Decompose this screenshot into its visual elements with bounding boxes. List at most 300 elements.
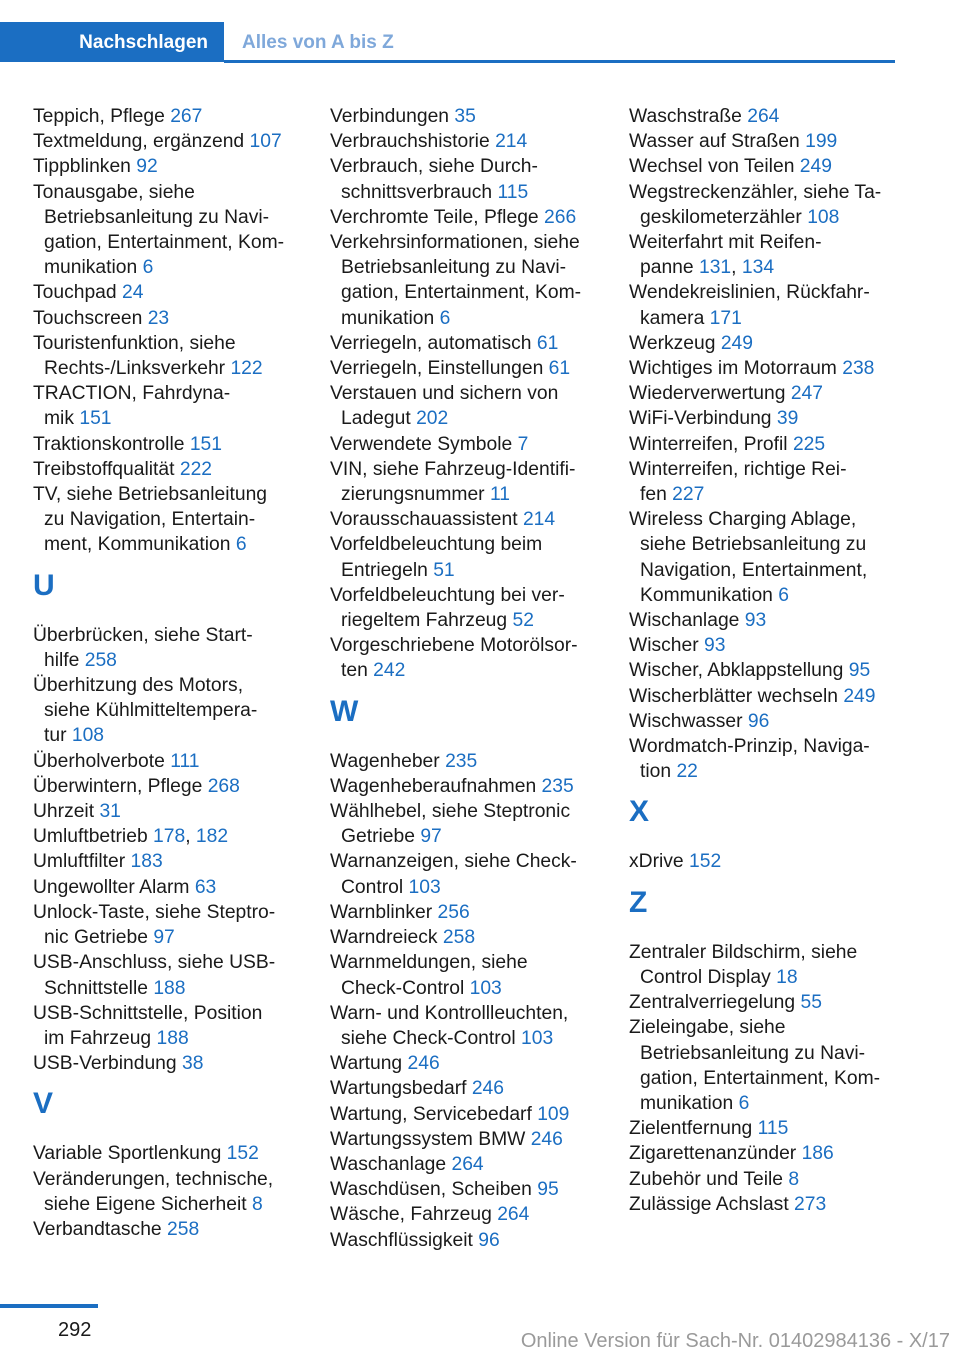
index-entry — [629, 1116, 901, 1141]
index-entry-text: siehe Kühlmitteltempera- — [44, 700, 258, 722]
index-entry — [330, 1152, 602, 1177]
page-reference-link[interactable]: 11 — [489, 484, 510, 506]
index-entry-text: Wischanlage — [629, 610, 745, 632]
index-entry-text: gation, Entertainment, Kom- — [341, 282, 582, 304]
index-entry-text: ment, Kommunikation — [44, 534, 236, 556]
index-entry-text: Zentraler Bildschirm, siehe — [629, 941, 858, 963]
page-reference-link[interactable]: 202 — [416, 408, 449, 430]
index-entry — [629, 129, 901, 154]
index-entry-text: USB-Anschluss, siehe USB- — [33, 952, 276, 974]
page-reference-link[interactable]: 238 — [842, 358, 875, 380]
index-entry — [330, 1076, 602, 1101]
index-entry — [330, 507, 602, 532]
index-entry-text: schnittsverbrauch — [341, 181, 498, 203]
index-entry-text: Wagenheber — [330, 750, 446, 772]
index-entry-text: Verbrauchshistorie — [330, 131, 496, 153]
index-entry — [33, 280, 305, 305]
page-reference-link[interactable]: 103 — [408, 876, 441, 898]
page-reference-link[interactable]: 267 — [170, 106, 203, 127]
page-reference-link[interactable]: 97 — [420, 826, 442, 848]
index-entry — [330, 925, 602, 950]
index-entry-text: riegeltem Fahrzeug — [341, 610, 513, 632]
index-entry — [629, 280, 901, 330]
index-entry-text: siehe Eigene Sicherheit — [44, 1193, 252, 1215]
page-reference-link[interactable]: 273 — [794, 1193, 827, 1215]
index-entry-text: Überbrücken, siehe Start- — [33, 624, 253, 646]
index-entry-text: Umluftfilter — [33, 851, 131, 873]
index-entry — [629, 684, 901, 709]
index-entry-text: panne — [640, 257, 699, 279]
page-reference-link[interactable]: 152 — [226, 1143, 259, 1165]
page-reference-link[interactable]: 182 — [195, 826, 229, 848]
index-entry-text: Überwintern, Pflege — [33, 775, 208, 797]
page-reference-link[interactable]: 249 — [799, 156, 832, 178]
page-reference-link[interactable]: 115 — [497, 181, 529, 203]
index-entry-text: Wiederverwertung — [629, 383, 791, 405]
index-entry-text: munikation — [341, 307, 440, 329]
index-entry-text: Vorfeldbeleuchtung bei ver- — [330, 584, 565, 606]
index-entry-text: tion — [640, 761, 677, 783]
index-entry-text: xDrive — [629, 851, 689, 873]
index-entry-text: Vorausschauassistent — [330, 509, 523, 531]
page-reference-link[interactable]: 258 — [442, 927, 476, 949]
index-entry-text: Wartungssystem BMW — [330, 1128, 531, 1150]
page-reference-link[interactable]: 6 — [142, 257, 154, 279]
index-entry — [33, 432, 305, 457]
index-entry-text: Verchromte Teile, Pflege — [330, 206, 544, 228]
index-entry-text: Warnblinker — [330, 901, 438, 923]
page-reference-link[interactable]: 108 — [807, 206, 840, 228]
index-entry-text: Betriebsanleitung zu Navi- — [640, 1042, 866, 1064]
index-entry-text: ten — [341, 660, 374, 682]
index-column-1 — [33, 104, 305, 1242]
index-entry-text: TV, siehe Betriebsanleitung — [33, 484, 268, 506]
index-entry-text: Wagenheberaufnahmen — [330, 775, 542, 797]
index-column-2 — [330, 104, 602, 1253]
index-entry-text: Waschdüsen, Scheiben — [330, 1179, 538, 1201]
page-reference-link[interactable]: 38 — [182, 1053, 204, 1075]
index-entry-text: Zubehör und Teile — [629, 1168, 789, 1190]
page-reference-link[interactable]: 111 — [170, 750, 200, 772]
page-reference-link[interactable]: 258 — [167, 1218, 200, 1240]
index-entry — [33, 1001, 305, 1051]
index-entry — [330, 205, 602, 230]
index-entry-text: Traktionskontrolle — [33, 433, 190, 455]
page-reference-link[interactable]: 61 — [536, 332, 559, 354]
page-header — [0, 22, 895, 64]
index-entry-text: Warnanzeigen, siehe Check- — [330, 851, 577, 873]
page-reference-link[interactable]: 96 — [478, 1229, 500, 1251]
index-entry-text: Verstauen und sichern von — [330, 383, 559, 405]
page-reference-link[interactable]: 7 — [517, 433, 529, 455]
page-reference-link[interactable]: 268 — [207, 775, 240, 797]
page-reference-link[interactable]: 8 — [788, 1168, 800, 1190]
page-reference-link[interactable]: 264 — [451, 1153, 484, 1175]
index-entry-text: Zulässige Achslast — [629, 1193, 795, 1215]
index-entry — [330, 1177, 602, 1202]
index-entry-text: Unlock-Taste, siehe Steptro- — [33, 901, 276, 923]
index-entry-text: Textmeldung, ergänzend — [33, 131, 250, 153]
index-entry-text: VIN, siehe Fahrzeug-Identifi- — [330, 458, 576, 480]
index-entry-text: Touchscreen — [33, 307, 148, 329]
index-entry — [330, 900, 602, 925]
index-entry-text: Wireless Charging Ablage, — [629, 509, 857, 531]
page-reference-link[interactable]: 51 — [433, 559, 455, 581]
index-entry-text: Ungewollter Alarm — [33, 876, 195, 898]
page-reference-link[interactable]: 264 — [497, 1204, 530, 1226]
index-entry-text: Schnittstelle — [44, 977, 154, 999]
index-entry-text: Vorgeschriebene Motorölsor- — [330, 635, 578, 657]
index-entry-text: Getriebe — [341, 826, 421, 848]
index-entry — [330, 457, 602, 507]
index-entry-text: Verkehrsinformationen, siehe — [330, 232, 580, 254]
index-entry-text: Zigarettenanzünder — [629, 1143, 802, 1165]
index-entry — [330, 849, 602, 899]
index-entry: Weiterfahrt mit Reifen- panne 131, 134 — [629, 232, 822, 279]
page-reference-link[interactable]: 31 — [99, 801, 121, 823]
index-entry-text: Zentralverriegelung — [629, 992, 801, 1014]
index-entry — [330, 104, 602, 129]
index-entry-text: Control — [341, 876, 409, 898]
page-reference-link[interactable]: 122 — [230, 358, 263, 380]
index-letter-heading: U — [33, 568, 55, 602]
page-reference-link[interactable]: 266 — [544, 206, 577, 228]
index-entry-text: im Fahrzeug — [44, 1027, 157, 1049]
index-entry-text: zu Navigation, Entertain- — [44, 509, 256, 531]
index-entry-text: Winterreifen, richtige Rei- — [629, 458, 847, 480]
page-reference-link[interactable]: 242 — [373, 660, 406, 682]
index-entry — [330, 356, 602, 381]
page-reference-link[interactable]: 103 — [469, 977, 502, 999]
page-reference-link[interactable]: 131 — [698, 257, 732, 279]
index-entry — [330, 532, 602, 582]
index-entry — [330, 1228, 602, 1253]
index-entry — [330, 1102, 602, 1127]
index-entry — [33, 1141, 305, 1166]
page-reference-link[interactable]: 6 — [738, 1092, 750, 1114]
index-entry — [629, 154, 901, 179]
index-entry-text: Wartung, Servicebedarf — [330, 1103, 538, 1125]
index-entry — [330, 799, 602, 849]
index-entry-text: USB-Schnittstelle, Position — [33, 1002, 263, 1024]
page-reference-link[interactable]: 95 — [848, 660, 871, 682]
index-entry — [33, 1051, 305, 1076]
page-reference-link[interactable]: 35 — [454, 106, 476, 127]
index-entry — [33, 1217, 305, 1242]
index-entry-text: Wartung — [330, 1053, 408, 1075]
index-entry-text: Wischwasser — [629, 710, 748, 732]
page-reference-link[interactable]: 256 — [437, 901, 470, 923]
index-entry — [629, 1192, 901, 1217]
footer-accent-bar — [0, 1304, 98, 1308]
page-reference-link[interactable]: 246 — [471, 1078, 504, 1100]
section-tab-alles-von-a-bis-z[interactable]: Alles von A bis Z — [242, 32, 394, 53]
index-entry — [330, 950, 602, 1000]
page-reference-link[interactable]: 249 — [720, 332, 753, 354]
index-entry — [33, 849, 305, 874]
index-entry — [33, 180, 305, 281]
index-entry — [33, 482, 305, 558]
index-entry — [330, 1001, 602, 1051]
watermark: Online Version für Sach-Nr. 01402984136 - X/17 — [520, 1330, 950, 1352]
page-reference-link[interactable]: 151 — [189, 433, 222, 455]
index-column-3 — [629, 104, 901, 1217]
index-entry-text: Rechts-/Linksverkehr — [44, 358, 231, 380]
index-entry-text: Wichtiges im Motorraum — [629, 358, 843, 380]
index-entry — [629, 990, 901, 1015]
index-entry-text: Verriegeln, Einstellungen — [330, 358, 549, 380]
page-reference-link[interactable]: 22 — [676, 761, 698, 783]
index-entry-text: gation, Entertainment, Kom- — [640, 1067, 881, 1089]
index-entry-text: Wordmatch-Prinzip, Naviga- — [629, 736, 870, 758]
index-entry — [629, 457, 901, 507]
page-reference-link[interactable]: 24 — [121, 282, 144, 304]
page-reference-link[interactable]: 52 — [512, 610, 534, 632]
index-entry-text: Winterreifen, Profil — [629, 433, 793, 455]
index-entry — [629, 1141, 901, 1166]
index-entry-text: zierungsnummer — [341, 484, 490, 506]
index-letter-heading: X — [629, 795, 650, 829]
index-entry — [33, 749, 305, 774]
page-reference-link[interactable]: 264 — [747, 106, 780, 127]
index-entry-text: Verbrauch, siehe Durch- — [330, 156, 538, 178]
index-entry-text: Kommunikation — [640, 584, 779, 606]
index-entry-text: Umluftbetrieb — [33, 826, 154, 848]
page-reference-link[interactable]: 134 — [741, 257, 775, 279]
page-reference-link[interactable]: 8 — [251, 1193, 263, 1215]
index-entry-text: Wegstreckenzähler, siehe Ta- — [629, 181, 882, 203]
index-entry-text: tur — [44, 725, 72, 747]
page-reference-link[interactable]: 214 — [495, 131, 528, 153]
page-reference-link[interactable]: 55 — [800, 992, 822, 1014]
index-entry — [33, 774, 305, 799]
page-reference-link[interactable]: 249 — [843, 685, 876, 707]
index-entry-text: USB-Verbindung — [33, 1053, 182, 1075]
index-entry-text: Warnmeldungen, siehe — [330, 952, 528, 974]
page-reference-link[interactable]: 183 — [130, 851, 163, 873]
index-entry — [330, 230, 602, 331]
index-entry-text: siehe Betriebsanleitung zu — [640, 534, 867, 556]
page-reference-link[interactable]: 95 — [537, 1179, 559, 1201]
index-entry-text: Wählhebel, siehe Steptronic — [330, 801, 571, 823]
page-reference-link[interactable]: 109 — [537, 1103, 570, 1125]
page-reference-link[interactable]: 199 — [805, 131, 838, 153]
page-reference-link[interactable]: 171 — [709, 307, 742, 329]
index-entry-text: mik — [44, 408, 80, 430]
page-reference-link[interactable]: 39 — [776, 408, 799, 430]
index-entry — [330, 633, 602, 683]
page-reference-link[interactable]: 246 — [407, 1053, 440, 1075]
index-entry-text: Verwendete Symbole — [330, 433, 518, 455]
index-entry-text: siehe Check-Control — [341, 1027, 522, 1049]
index-entry-text: Vorfeldbeleuchtung beim — [330, 534, 543, 556]
index-entry — [629, 608, 901, 633]
index-entry — [33, 129, 305, 154]
index-entry — [33, 950, 305, 1000]
index-entry-text: Wasser auf Straßen — [629, 131, 806, 153]
index-entry-text: TRACTION, Fahrdyna- — [33, 383, 231, 405]
index-entry — [629, 507, 901, 608]
section-tab-nachschlagen[interactable]: Nachschlagen — [0, 22, 224, 62]
page-reference-link[interactable]: 178 — [153, 826, 186, 848]
index-entry — [330, 774, 602, 799]
page-reference-link[interactable]: 235 — [445, 750, 478, 772]
index-entry — [330, 1202, 602, 1227]
index-entry-text: Betriebsanleitung zu Navi- — [44, 206, 270, 228]
index-entry — [629, 658, 901, 683]
index-entry-text: Wischer, Abklappstellung — [629, 660, 849, 682]
index-entry-text: Überholverbote — [33, 750, 171, 772]
page-reference-link[interactable]: 225 — [792, 433, 826, 455]
index-entry — [629, 381, 901, 406]
index-entry — [33, 331, 305, 381]
index-entry — [33, 457, 305, 482]
index-entry-text: Wendekreislinien, Rückfahr- — [629, 282, 870, 304]
index-entry-text: Wechsel von Teilen — [629, 156, 800, 178]
index-entry-text: Wartungsbedarf — [330, 1078, 472, 1100]
index-entry-text: Variable Sportlenkung — [33, 1143, 227, 1165]
index-entry-text: Weiterfahrt mit Reifen- — [629, 232, 822, 254]
index-entry-text: Warndreieck — [330, 927, 443, 949]
page-reference-link[interactable]: 227 — [672, 484, 705, 506]
page-number: 292 — [58, 1319, 92, 1341]
page-reference-link[interactable]: 103 — [521, 1027, 554, 1049]
index-entry-text: Werkzeug — [629, 332, 721, 354]
index-entry — [330, 1127, 602, 1152]
index-entry-text: Warn- und Kontrollleuchten, — [330, 1002, 569, 1024]
index-entry-text: Wischer — [629, 635, 704, 657]
index-entry-text: Betriebsanleitung zu Navi- — [341, 257, 567, 279]
page-reference-link[interactable]: 151 — [79, 408, 112, 430]
page-reference-link[interactable]: 152 — [689, 851, 722, 873]
index-entry — [33, 381, 305, 431]
index-entry — [629, 940, 901, 990]
index-entry — [629, 180, 901, 230]
index-entry-text: WiFi-Verbindung — [629, 408, 777, 430]
index-entry — [330, 432, 602, 457]
index-entry-text: Ladegut — [341, 408, 417, 430]
index-entry: Umluftbetrieb 178, 182 — [33, 826, 229, 848]
index-entry — [629, 633, 901, 658]
index-entry — [629, 432, 901, 457]
index-entry-text: Zielentfernung — [629, 1118, 758, 1140]
index-entry — [629, 406, 901, 431]
index-entry-text: Tippblinken — [33, 156, 137, 178]
page-reference-link[interactable]: 188 — [153, 977, 186, 999]
index-entry — [629, 1167, 901, 1192]
index-entry — [629, 356, 901, 381]
index-entry-text: Wäsche, Fahrzeug — [330, 1204, 498, 1226]
index-entry — [33, 154, 305, 179]
page-reference-link[interactable]: 247 — [790, 383, 823, 405]
index-entry — [33, 1167, 305, 1217]
index-entry-text: Verbandtasche — [33, 1218, 167, 1240]
index-entry — [330, 129, 602, 154]
index-entry — [629, 331, 901, 356]
page-reference-link[interactable]: 6 — [235, 534, 247, 556]
page-reference-link[interactable]: 108 — [71, 725, 105, 747]
index-entry-text: Teppich, Pflege — [33, 106, 171, 127]
page-reference-link[interactable]: 246 — [530, 1128, 563, 1150]
index-entry-text: Check-Control — [341, 977, 470, 999]
page-reference-link[interactable]: 214 — [522, 509, 556, 531]
index-entry — [330, 749, 602, 774]
index-entry-text: Touristenfunktion, siehe — [33, 332, 236, 354]
page-reference-link[interactable]: 93 — [704, 635, 726, 657]
index-entry-text: geskilometerzähler — [640, 206, 808, 228]
page-reference-link[interactable]: 6 — [439, 307, 451, 329]
index-letter-heading: V — [33, 1087, 54, 1121]
page-reference-link[interactable]: 258 — [84, 649, 117, 671]
index-entry-text: Entriegeln — [341, 559, 434, 581]
index-entry — [629, 1015, 901, 1116]
index-entry-text: Verriegeln, automatisch — [330, 332, 537, 354]
index-entry — [33, 306, 305, 331]
page-reference-link[interactable]: 93 — [744, 610, 767, 632]
index-entry-text: Wischerblätter wechseln — [629, 685, 844, 707]
index-entry-text: fen — [640, 484, 673, 506]
index-entry — [330, 583, 602, 633]
index-entry — [629, 104, 901, 129]
page-reference-link[interactable]: 115 — [757, 1118, 789, 1140]
index-entry — [629, 709, 901, 734]
index-letter-heading: W — [330, 694, 359, 728]
index-entry — [629, 734, 901, 784]
index-entry-text: Control Display — [640, 966, 777, 988]
page-reference-link[interactable]: 18 — [776, 966, 798, 988]
index-entry-text: Verbindungen — [330, 106, 455, 127]
index-entry-text: munikation — [640, 1092, 739, 1114]
index-entry-text: Zieleingabe, siehe — [629, 1017, 786, 1039]
index-entry — [33, 875, 305, 900]
index-entry-text: Uhrzeit — [33, 801, 100, 823]
index-entry — [629, 849, 901, 874]
header-rule — [224, 60, 895, 63]
index-entry-text: munikation — [44, 257, 143, 279]
index-entry — [330, 331, 602, 356]
index-entry — [33, 623, 305, 673]
index-entry-text: nic Getriebe — [44, 927, 154, 949]
page-reference-link[interactable]: 188 — [156, 1027, 189, 1049]
page-reference-link[interactable]: 61 — [548, 358, 571, 380]
index-entry-text: Waschflüssigkeit — [330, 1229, 479, 1251]
page-reference-link[interactable]: 97 — [153, 927, 175, 949]
index-entry-text: Tonausgabe, siehe — [33, 181, 195, 203]
index-entry — [33, 900, 305, 950]
index-entry — [330, 1051, 602, 1076]
page-reference-link[interactable]: 63 — [194, 876, 217, 898]
page-reference-link[interactable]: 186 — [801, 1143, 834, 1165]
page-reference-link[interactable]: 92 — [136, 156, 158, 178]
page-reference-link[interactable]: 96 — [747, 710, 770, 732]
index-entry — [33, 104, 305, 129]
index-entry-text: kamera — [640, 307, 710, 329]
page-reference-link[interactable]: 6 — [778, 584, 789, 606]
index-entry-text: Veränderungen, technische, — [33, 1168, 274, 1190]
index-entry-text: Überhitzung des Motors, — [33, 675, 244, 697]
index-entry-text: Waschstraße — [629, 106, 748, 127]
index-entry-text: Waschanlage — [330, 1153, 452, 1175]
page-reference-link[interactable]: 23 — [147, 307, 170, 329]
index-entry-text: Treibstoffqualität — [33, 458, 180, 480]
index-entry-text: gation, Entertainment, Kom- — [44, 232, 285, 254]
page-reference-link[interactable]: 222 — [179, 458, 213, 480]
index-letter-heading: Z — [629, 885, 648, 919]
index-entry — [330, 154, 602, 204]
index-entry-text: Touchpad — [33, 282, 122, 304]
page-reference-link[interactable]: 107 — [249, 131, 282, 153]
page-reference-link[interactable]: 235 — [541, 775, 574, 797]
